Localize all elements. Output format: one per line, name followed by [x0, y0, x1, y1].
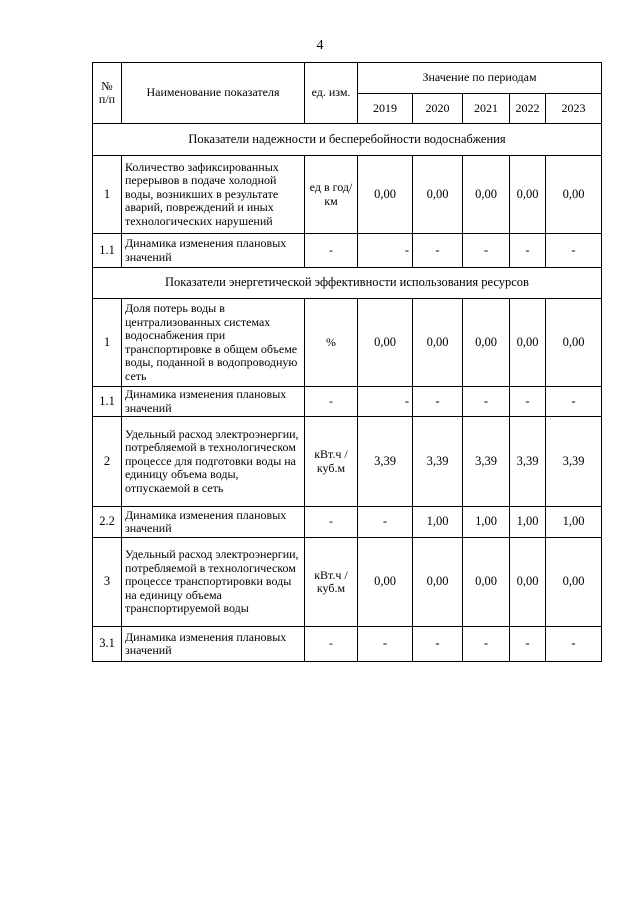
row-value: - [463, 387, 510, 417]
row-value: 3,39 [463, 417, 510, 507]
row-value: 0,00 [546, 156, 602, 234]
header-year: 2022 [510, 94, 546, 124]
row-value: 0,00 [358, 156, 413, 234]
section-title: Показатели надежности и бесперебойности водоснабжения [93, 124, 602, 156]
row-value: - [413, 387, 463, 417]
row-num: 3 [93, 538, 122, 627]
row-name: Доля потерь воды в централизованных системах водоснабжения при транспортировке в общем объеме воды, поданной в водопроводную сеть [122, 299, 305, 387]
table-row [93, 507, 602, 538]
row-name: Динамика изменения плановых значений [122, 387, 305, 417]
row-value: 0,00 [510, 538, 546, 627]
row-name: Количество зафиксированных перерывов в подаче холодной воды, возникших в результате аварий, повреждений и иных технологических нарушений [122, 156, 305, 234]
row-name: Удельный расход электроэнергии, потребляемой в технологическом процессе для подготовки воды на единицу объема воды, отпускаемой в сеть [122, 417, 305, 507]
row-value: 3,39 [358, 417, 413, 507]
row-unit: кВт.ч / куб.м [305, 417, 358, 507]
page-number: 4 [316, 38, 324, 53]
row-value: 3,39 [546, 417, 602, 507]
table-row [93, 387, 602, 417]
indicators-table [92, 62, 602, 662]
header-values: Значение по периодам [358, 63, 602, 94]
row-value: 0,00 [463, 156, 510, 234]
row-num: 1 [93, 156, 122, 234]
header-name: Наименование показателя [122, 63, 305, 124]
row-name: Удельный расход электроэнергии, потребляемой в технологическом процессе транспортировки воды на единицу объема транспортируемой воды [122, 538, 305, 627]
row-value: 3,39 [413, 417, 463, 507]
row-value: 0,00 [546, 538, 602, 627]
row-value: 1,00 [413, 507, 463, 538]
row-num: 2.2 [93, 507, 122, 538]
row-value: - [358, 387, 413, 417]
row-value: - [510, 234, 546, 268]
row-value: 0,00 [546, 299, 602, 387]
row-value: 0,00 [413, 156, 463, 234]
header-year: 2023 [546, 94, 602, 124]
row-unit: % [305, 299, 358, 387]
header-unit: ед. изм. [305, 63, 358, 124]
table-row [93, 627, 602, 662]
header-year: 2019 [358, 94, 413, 124]
table-row [93, 156, 602, 234]
row-num: 1 [93, 299, 122, 387]
row-value: 1,00 [463, 507, 510, 538]
row-unit: - [305, 507, 358, 538]
row-value: 1,00 [546, 507, 602, 538]
row-value: - [358, 627, 413, 662]
header-num: № п/п [93, 63, 122, 124]
header-year: 2020 [413, 94, 463, 124]
row-unit: кВт.ч / куб.м [305, 538, 358, 627]
row-value: 0,00 [413, 538, 463, 627]
section-title: Показатели энергетической эффективности использования ресурсов [93, 268, 602, 299]
row-unit: ед в год/ км [305, 156, 358, 234]
row-value: - [546, 387, 602, 417]
row-value: - [546, 234, 602, 268]
row-value: 0,00 [358, 299, 413, 387]
row-unit: - [305, 234, 358, 268]
header-year: 2021 [463, 94, 510, 124]
row-value: - [358, 234, 413, 268]
row-value: 3,39 [510, 417, 546, 507]
table-row [93, 417, 602, 507]
row-value: - [546, 627, 602, 662]
row-value: 0,00 [510, 156, 546, 234]
table-row [93, 538, 602, 627]
row-value: - [463, 234, 510, 268]
table-row [93, 234, 602, 268]
row-value: - [510, 387, 546, 417]
row-value: 0,00 [413, 299, 463, 387]
row-value: - [510, 627, 546, 662]
row-unit: - [305, 387, 358, 417]
row-value: 1,00 [510, 507, 546, 538]
row-num: 2 [93, 417, 122, 507]
row-name: Динамика изменения плановых значений [122, 234, 305, 268]
row-value: 0,00 [510, 299, 546, 387]
row-value: - [463, 627, 510, 662]
row-value: 0,00 [358, 538, 413, 627]
row-value: - [413, 627, 463, 662]
row-name: Динамика изменения плановых значений [122, 627, 305, 662]
row-num: 1.1 [93, 387, 122, 417]
table-row [93, 299, 602, 387]
row-value: - [358, 507, 413, 538]
row-num: 3.1 [93, 627, 122, 662]
row-num: 1.1 [93, 234, 122, 268]
row-value: - [413, 234, 463, 268]
row-unit: - [305, 627, 358, 662]
row-value: 0,00 [463, 299, 510, 387]
row-value: 0,00 [463, 538, 510, 627]
row-name: Динамика изменения плановых значений [122, 507, 305, 538]
